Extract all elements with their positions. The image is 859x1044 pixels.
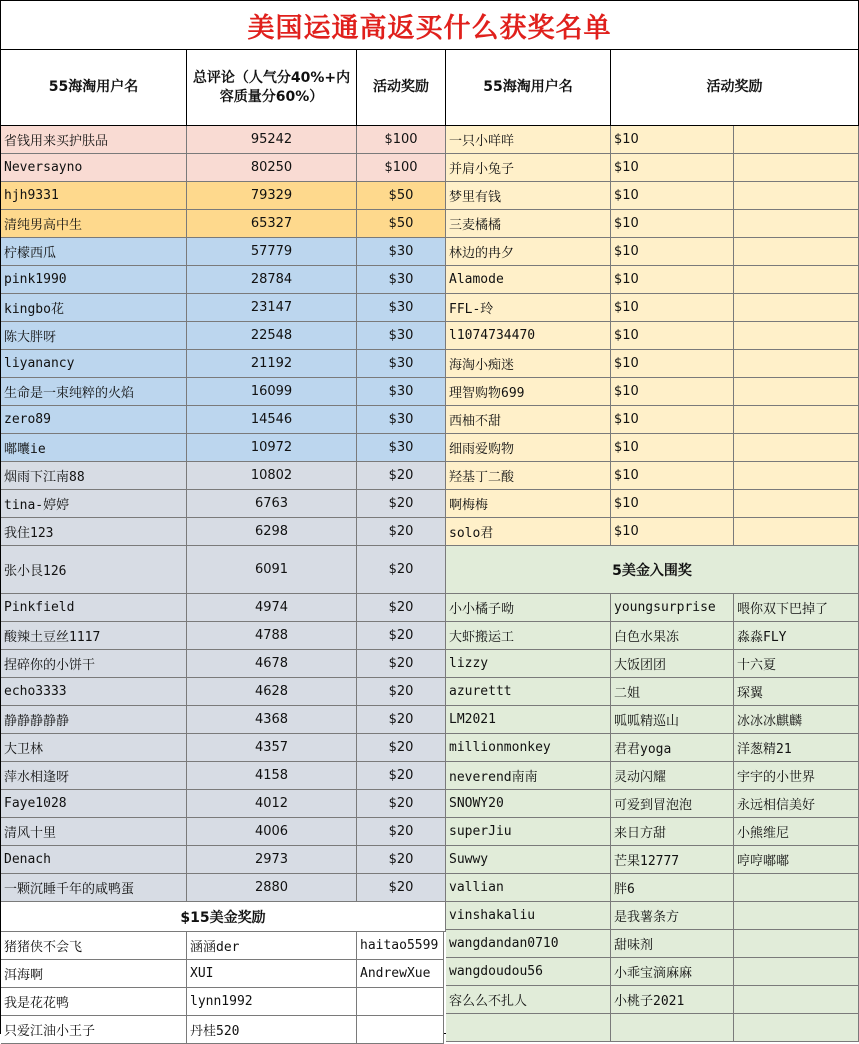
empty-cell xyxy=(734,518,859,546)
winner-username: Neversayno xyxy=(1,154,187,182)
ten-winner-username: l1074734470 xyxy=(446,322,611,350)
empty-cell xyxy=(734,322,859,350)
winner-username: 一颗沉睡千年的咸鸭蛋 xyxy=(1,874,187,902)
winner-username: 萍水相逢呀 xyxy=(1,762,187,790)
winner-username: pink1990 xyxy=(1,266,187,294)
five-finalist-name: 来日方甜 xyxy=(611,818,734,846)
ten-winner-username: Alamode xyxy=(446,266,611,294)
winner-username: 我住123 xyxy=(1,518,187,546)
winner-reward: $20 xyxy=(357,734,446,762)
header-total-score: 总评论（人气分40%+内容质量分60%） xyxy=(187,50,357,126)
empty-cell xyxy=(734,490,859,518)
winner-username: 酸辣土豆丝1117 xyxy=(1,622,187,650)
winner-username: zero89 xyxy=(1,406,187,434)
fifteen-winner-name: haitao5599 xyxy=(357,932,444,960)
empty-cell xyxy=(734,294,859,322)
winner-username: Pinkfield xyxy=(1,594,187,622)
five-finalist-name: 琛翼 xyxy=(734,678,859,706)
fifteen-winner-name: 涵涵der xyxy=(187,932,357,960)
fifteen-winner-name: AndrewXue xyxy=(357,960,444,988)
fifteen-winner-name: 只爱江油小王子 xyxy=(1,1016,187,1044)
winner-reward: $50 xyxy=(357,210,446,238)
five-finalist-name: 大虾搬运工 xyxy=(446,622,611,650)
winner-reward: $20 xyxy=(357,546,446,594)
winner-username: 静静静静静 xyxy=(1,706,187,734)
winner-score: 4006 xyxy=(187,818,357,846)
winner-reward: $20 xyxy=(357,462,446,490)
five-finalist-name: 哼哼嘟嘟 xyxy=(734,846,859,874)
five-finalist-name: 是我薯条方 xyxy=(611,902,734,930)
empty-cell xyxy=(734,434,859,462)
five-finalist-name: 二姐 xyxy=(611,678,734,706)
five-finalist-name: LM2021 xyxy=(446,706,611,734)
winner-reward: $30 xyxy=(357,294,446,322)
ten-winner-username: 细雨爱购物 xyxy=(446,434,611,462)
ten-winner-username: 西柚不甜 xyxy=(446,406,611,434)
winner-username: 嘟囔ie xyxy=(1,434,187,462)
header-left-reward: 活动奖励 xyxy=(357,50,446,126)
winner-reward: $50 xyxy=(357,182,446,210)
fifteen-winner-name: XUI xyxy=(187,960,357,988)
winner-score: 4012 xyxy=(187,790,357,818)
five-finalist-name: vinshakaliu xyxy=(446,902,611,930)
ten-winner-reward: $10 xyxy=(611,434,734,462)
five-finalist-name: wangdandan0710 xyxy=(446,930,611,958)
winner-username: 烟雨下江南88 xyxy=(1,462,187,490)
empty-cell xyxy=(734,378,859,406)
winner-username: 陈大胖呀 xyxy=(1,322,187,350)
five-finalist-name: 胖6 xyxy=(611,874,734,902)
winner-score: 14546 xyxy=(187,406,357,434)
ten-winner-username: FFL-玲 xyxy=(446,294,611,322)
ten-winner-reward: $10 xyxy=(611,350,734,378)
header-right-username: 55海淘用户名 xyxy=(446,50,611,126)
winner-score: 16099 xyxy=(187,378,357,406)
ten-winner-reward: $10 xyxy=(611,210,734,238)
empty-cell xyxy=(734,182,859,210)
empty-cell xyxy=(734,406,859,434)
ten-winner-reward: $10 xyxy=(611,294,734,322)
winner-score: 80250 xyxy=(187,154,357,182)
winner-score: 6091 xyxy=(187,546,357,594)
five-finalist-name xyxy=(611,1014,734,1042)
winner-score: 22548 xyxy=(187,322,357,350)
winner-reward: $30 xyxy=(357,434,446,462)
ten-winner-username: 啊梅梅 xyxy=(446,490,611,518)
winner-score: 4368 xyxy=(187,706,357,734)
five-finalist-name: 小桃子2021 xyxy=(611,986,734,1014)
winner-score: 57779 xyxy=(187,238,357,266)
five-finalist-name: 十六夏 xyxy=(734,650,859,678)
winner-username: Denach xyxy=(1,846,187,874)
ten-winner-reward: $10 xyxy=(611,518,734,546)
fifteen-winner-name: lynn1992 xyxy=(187,988,357,1016)
winner-score: 28784 xyxy=(187,266,357,294)
five-finalist-name: youngsurprise xyxy=(611,594,734,622)
winner-username: Faye1028 xyxy=(1,790,187,818)
winner-reward: $30 xyxy=(357,406,446,434)
ten-winner-reward: $10 xyxy=(611,182,734,210)
five-finalist-name: 小乖宝滴麻麻 xyxy=(611,958,734,986)
empty-cell xyxy=(734,266,859,294)
five-finalist-name xyxy=(734,930,859,958)
winner-reward: $20 xyxy=(357,622,446,650)
winner-reward: $30 xyxy=(357,322,446,350)
winner-username: 张小艮126 xyxy=(1,546,187,594)
winner-username: liyanancy xyxy=(1,350,187,378)
five-finalist-name: SNOWY20 xyxy=(446,790,611,818)
ten-winner-username: 三麦橘橘 xyxy=(446,210,611,238)
winner-reward: $20 xyxy=(357,790,446,818)
header-left-username: 55海淘用户名 xyxy=(1,50,187,126)
empty-cell xyxy=(734,350,859,378)
winner-reward: $30 xyxy=(357,378,446,406)
winner-score: 10802 xyxy=(187,462,357,490)
five-finalist-name: millionmonkey xyxy=(446,734,611,762)
winner-username: 大卫林 xyxy=(1,734,187,762)
winner-reward: $20 xyxy=(357,594,446,622)
winner-username: 生命是一束纯粹的火焰 xyxy=(1,378,187,406)
five-finalist-name: azurettt xyxy=(446,678,611,706)
five-finalist-name: 芒果12777 xyxy=(611,846,734,874)
winner-reward: $30 xyxy=(357,266,446,294)
ten-winner-username: solo君 xyxy=(446,518,611,546)
fifteen-dollar-section-title: $15美金奖励 xyxy=(1,902,446,932)
winner-reward: $30 xyxy=(357,350,446,378)
empty-cell xyxy=(734,238,859,266)
ten-winner-reward: $10 xyxy=(611,154,734,182)
five-finalist-name: 小小橘子呦 xyxy=(446,594,611,622)
winner-score: 4788 xyxy=(187,622,357,650)
five-finalist-name: 冰冰冰麒麟 xyxy=(734,706,859,734)
fifteen-winner-name: 我是花花鸭 xyxy=(1,988,187,1016)
five-finalist-name: 小熊维尼 xyxy=(734,818,859,846)
winner-reward: $20 xyxy=(357,818,446,846)
five-finalist-name: 灵动闪耀 xyxy=(611,762,734,790)
fifteen-winner-name xyxy=(357,1016,444,1044)
ten-winner-username: 理智购物699 xyxy=(446,378,611,406)
winner-reward: $20 xyxy=(357,650,446,678)
five-finalist-name: 君君yoga xyxy=(611,734,734,762)
five-finalist-name: 可爱到冒泡泡 xyxy=(611,790,734,818)
empty-cell xyxy=(734,462,859,490)
winner-reward: $20 xyxy=(357,874,446,902)
winner-reward: $20 xyxy=(357,490,446,518)
winner-username: kingbo花 xyxy=(1,294,187,322)
five-finalist-name: 呱呱精巡山 xyxy=(611,706,734,734)
winner-score: 10972 xyxy=(187,434,357,462)
winner-score: 4974 xyxy=(187,594,357,622)
five-finalist-name: Suwwy xyxy=(446,846,611,874)
winner-score: 4158 xyxy=(187,762,357,790)
winner-username: 清风十里 xyxy=(1,818,187,846)
five-finalist-name xyxy=(734,1014,859,1042)
five-finalist-name: lizzy xyxy=(446,650,611,678)
ten-winner-reward: $10 xyxy=(611,238,734,266)
winner-reward: $20 xyxy=(357,518,446,546)
empty-cell xyxy=(734,126,859,154)
winner-reward: $20 xyxy=(357,706,446,734)
ten-winner-username: 海淘小痴迷 xyxy=(446,350,611,378)
empty-cell xyxy=(734,210,859,238)
five-finalist-name: 白色水果冻 xyxy=(611,622,734,650)
winner-score: 2973 xyxy=(187,846,357,874)
five-finalist-name: 宇宇的小世界 xyxy=(734,762,859,790)
winner-username: hjh9331 xyxy=(1,182,187,210)
ten-winner-reward: $10 xyxy=(611,126,734,154)
winner-score: 6763 xyxy=(187,490,357,518)
winner-score: 79329 xyxy=(187,182,357,210)
ten-winner-username: 并肩小兔子 xyxy=(446,154,611,182)
five-finalist-name: 容么么不扎人 xyxy=(446,986,611,1014)
five-finalist-name: 喂你双下巴掉了 xyxy=(734,594,859,622)
five-finalist-name: 淼淼FLY xyxy=(734,622,859,650)
winner-username: echo3333 xyxy=(1,678,187,706)
ten-winner-reward: $10 xyxy=(611,490,734,518)
winner-reward: $20 xyxy=(357,678,446,706)
fifteen-winner-name: 洱海啊 xyxy=(1,960,187,988)
ten-winner-reward: $10 xyxy=(611,266,734,294)
winner-reward: $30 xyxy=(357,238,446,266)
winner-username: 省钱用来买护肤品 xyxy=(1,126,187,154)
winner-username: 捏碎你的小饼干 xyxy=(1,650,187,678)
winner-username: 清纯男高中生 xyxy=(1,210,187,238)
ten-winner-reward: $10 xyxy=(611,462,734,490)
five-finalist-name: superJiu xyxy=(446,818,611,846)
winner-reward: $20 xyxy=(357,846,446,874)
winner-score: 95242 xyxy=(187,126,357,154)
five-finalist-name xyxy=(734,958,859,986)
five-finalist-name: 永远相信美好 xyxy=(734,790,859,818)
winner-reward: $20 xyxy=(357,762,446,790)
fifteen-winner-name: 猪猪侠不会飞 xyxy=(1,932,187,960)
winner-reward: $100 xyxy=(357,154,446,182)
fifteen-winner-name: 丹桂520 xyxy=(187,1016,357,1044)
ten-winner-reward: $10 xyxy=(611,406,734,434)
five-finalist-name: neverend南南 xyxy=(446,762,611,790)
winner-username: 柠檬西瓜 xyxy=(1,238,187,266)
winner-score: 65327 xyxy=(187,210,357,238)
winner-score: 4678 xyxy=(187,650,357,678)
five-dollar-section-title: 5美金入围奖 xyxy=(446,546,859,594)
winner-score: 6298 xyxy=(187,518,357,546)
winner-score: 2880 xyxy=(187,874,357,902)
empty-cell xyxy=(734,154,859,182)
ten-winner-username: 一只小咩咩 xyxy=(446,126,611,154)
five-finalist-name xyxy=(734,902,859,930)
winner-score: 4628 xyxy=(187,678,357,706)
page-title: 美国运通高返买什么获奖名单 xyxy=(1,1,858,50)
five-finalist-name: vallian xyxy=(446,874,611,902)
five-finalist-name: 大饭团团 xyxy=(611,650,734,678)
ten-winner-username: 林边的冉夕 xyxy=(446,238,611,266)
winner-username: tina-婷婷 xyxy=(1,490,187,518)
five-finalist-name xyxy=(734,986,859,1014)
ten-winner-reward: $10 xyxy=(611,378,734,406)
five-finalist-name: wangdoudou56 xyxy=(446,958,611,986)
ten-winner-reward: $10 xyxy=(611,322,734,350)
winner-reward: $100 xyxy=(357,126,446,154)
header-right-reward: 活动奖励 xyxy=(611,50,859,126)
ten-winner-username: 羟基丁二酸 xyxy=(446,462,611,490)
five-finalist-name: 甜味剂 xyxy=(611,930,734,958)
five-finalist-name xyxy=(446,1014,611,1042)
winner-score: 21192 xyxy=(187,350,357,378)
ten-winner-username: 梦里有钱 xyxy=(446,182,611,210)
winner-score: 4357 xyxy=(187,734,357,762)
five-finalist-name: 洋葱精21 xyxy=(734,734,859,762)
fifteen-winner-name xyxy=(357,988,444,1016)
five-finalist-name xyxy=(734,874,859,902)
winner-score: 23147 xyxy=(187,294,357,322)
